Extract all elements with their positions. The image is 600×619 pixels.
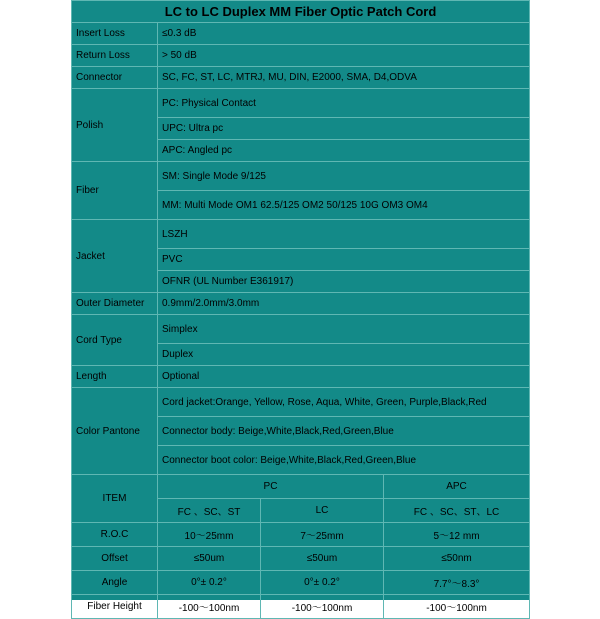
outer-diameter-label: Outer Diameter bbox=[72, 293, 158, 315]
table-row bbox=[72, 162, 530, 191]
table-row bbox=[72, 523, 530, 547]
sub-header-lc: LC bbox=[261, 499, 384, 523]
cord-type-value: Simplex bbox=[158, 315, 530, 344]
fiber-height-value: -100～100nm bbox=[384, 595, 530, 619]
sheet-title: LC to LC Duplex MM Fiber Optic Patch Cord bbox=[72, 1, 530, 23]
jacket-value: PVC bbox=[158, 249, 530, 271]
apc-header: APC bbox=[384, 475, 530, 499]
insert-loss-label: Insert Loss bbox=[72, 23, 158, 45]
angle-value: 0°± 0.2° bbox=[158, 571, 261, 595]
roc-label: R.O.C bbox=[72, 523, 158, 547]
color-pantone-value: Connector boot color: Beige,White,Black,Red,Green,Blue bbox=[158, 446, 530, 475]
length-value: Optional bbox=[158, 366, 530, 388]
connector-value: SC, FC, ST, LC, MTRJ, MU, DIN, E2000, SMA, D4,ODVA bbox=[158, 67, 530, 89]
outer-diameter-value: 0.9mm/2.0mm/3.0mm bbox=[158, 293, 530, 315]
length-label: Length bbox=[72, 366, 158, 388]
spec-sheet bbox=[71, 0, 529, 614]
spec-table bbox=[71, 0, 530, 475]
table-row bbox=[72, 475, 530, 499]
table-row bbox=[72, 571, 530, 595]
fiber-height-label: Fiber Height bbox=[72, 595, 158, 619]
roc-value: 7～25mm bbox=[261, 523, 384, 547]
fiber-value: MM: Multi Mode OM1 62.5/125 OM2 50/125 10G OM3 OM4 bbox=[158, 191, 530, 220]
cord-type-label: Cord Type bbox=[72, 315, 158, 366]
table-row bbox=[72, 595, 530, 619]
offset-value: ≤50um bbox=[261, 547, 384, 571]
offset-label: Offset bbox=[72, 547, 158, 571]
polish-value: PC: Physical Contact bbox=[158, 89, 530, 118]
roc-value: 5～12 mm bbox=[384, 523, 530, 547]
item-header: ITEM bbox=[72, 475, 158, 523]
angle-value: 0°± 0.2° bbox=[261, 571, 384, 595]
fiber-height-value: -100～100nm bbox=[158, 595, 261, 619]
jacket-value: LSZH bbox=[158, 220, 530, 249]
sub-header-fc-sc-st: FC 、SC、ST bbox=[158, 499, 261, 523]
fiber-height-value: -100～100nm bbox=[261, 595, 384, 619]
fiber-label: Fiber bbox=[72, 162, 158, 220]
table-row bbox=[72, 45, 530, 67]
jacket-label: Jacket bbox=[72, 220, 158, 293]
color-pantone-value: Connector body: Beige,White,Black,Red,Green,Blue bbox=[158, 417, 530, 446]
table-row bbox=[72, 366, 530, 388]
table-row bbox=[72, 67, 530, 89]
angle-label: Angle bbox=[72, 571, 158, 595]
color-pantone-label: Color Pantone bbox=[72, 388, 158, 475]
table-row bbox=[72, 388, 530, 417]
table-row bbox=[72, 315, 530, 344]
roc-value: 10～25mm bbox=[158, 523, 261, 547]
insert-loss-value: ≤0.3 dB bbox=[158, 23, 530, 45]
sub-header-apc: FC 、SC、ST、LC bbox=[384, 499, 530, 523]
title-row bbox=[72, 1, 530, 23]
offset-value: ≤50um bbox=[158, 547, 261, 571]
table-row bbox=[72, 293, 530, 315]
color-pantone-value: Cord jacket:Orange, Yellow, Rose, Aqua, White, Green, Purple,Black,Red bbox=[158, 388, 530, 417]
table-row bbox=[72, 89, 530, 118]
fiber-value: SM: Single Mode 9/125 bbox=[158, 162, 530, 191]
return-loss-value: > 50 dB bbox=[158, 45, 530, 67]
angle-value: 7.7°～8.3° bbox=[384, 571, 530, 595]
table-row bbox=[72, 547, 530, 571]
jacket-value: OFNR (UL Number E361917) bbox=[158, 271, 530, 293]
polish-label: Polish bbox=[72, 89, 158, 162]
connector-label: Connector bbox=[72, 67, 158, 89]
polish-value: APC: Angled pc bbox=[158, 140, 530, 162]
cord-type-value: Duplex bbox=[158, 344, 530, 366]
pc-header: PC bbox=[158, 475, 384, 499]
table-row bbox=[72, 220, 530, 249]
offset-value: ≤50nm bbox=[384, 547, 530, 571]
table-row bbox=[72, 23, 530, 45]
polish-parameter-table bbox=[71, 474, 530, 619]
return-loss-label: Return Loss bbox=[72, 45, 158, 67]
polish-value: UPC: Ultra pc bbox=[158, 118, 530, 140]
